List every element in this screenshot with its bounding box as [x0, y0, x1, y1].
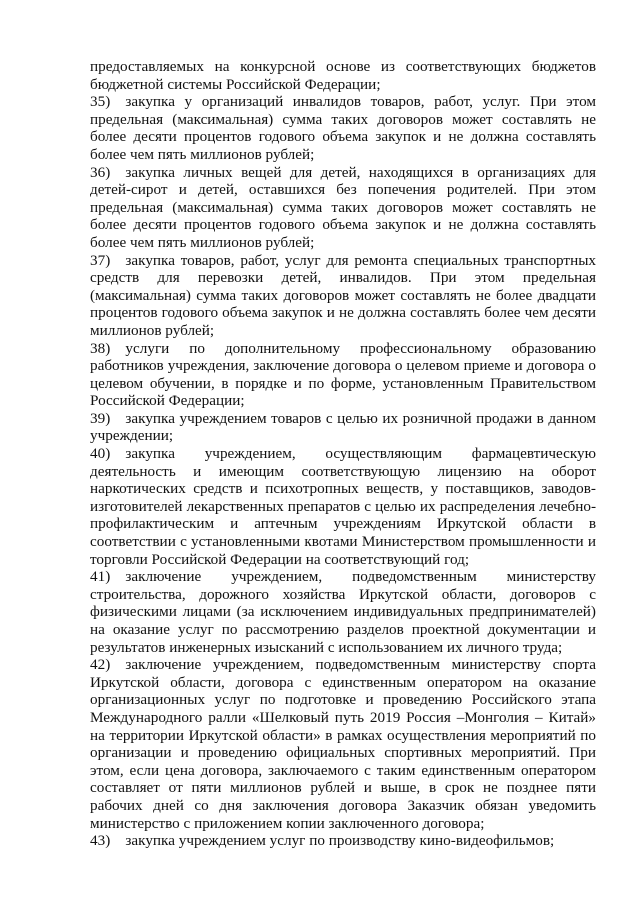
paragraph-item-40: 40) закупка учреждением, осуществляющим фармацевтическую деятельность и имеющим соответствующую лицензию на оборот наркотических средств и психотропных веществ, у поставщиков, заводов-изготовителей лекарственных препаратов с целью их распределения лечебно-профилактическим и аптечным учреждениям Иркутской области в соответствии с установленными квотами Министерством промышленности и торговли Российской Федерации на соответствующий год; [90, 445, 596, 568]
paragraph-item-37: 37) закупка товаров, работ, услуг для ремонта специальных транспортных средств для перевозки детей, инвалидов. При этом предельная (максимальная) сумма таких договоров может составлять не более двадцати процентов годового объема закупок и не должна составлять более чем десяти миллионов рублей; [90, 251, 596, 339]
paragraph-item-38: 38) услуги по дополнительному профессиональному образованию работников учреждения, заключение договора о целевом приеме и договора о целевом обучении, в порядке и по форме, установленным Правительством Российской Федерации; [90, 339, 596, 410]
paragraph-item-39: 39) закупка учреждением товаров с целью их розничной продажи в данном учреждении; [90, 409, 596, 445]
paragraph-item-42: 42) заключение учреждением, подведомственным министерству спорта Иркутской области, договора с единственным оператором на оказание организационных услуг по подготовке и проведению Российского этапа Международного ралли «Шелковый путь 2019 Россия –Монголия – Китай» на территории Иркутской области» в рамках осуществления мероприятий по организации и проведению официальных спортивных мероприятий. При этом, если цена договора, заключаемого с таким единственным оператором составляет от пяти миллионов рублей и выше, в срок не позднее пяти рабочих дней со дня заключения договора Заказчик обязан уведомить министерство с приложением копии заключенного договора; [90, 656, 596, 832]
document-body [90, 58, 596, 850]
paragraph-item-41: 41) заключение учреждением, подведомственным министерству строительства, дорожного хозяйства Иркутской области, договоров с физическими лицами (за исключением индивидуальных предпринимателей) на оказание услуг по рассмотрению разделов проектной документации и результатов инженерных изысканий с использованием их личного труда; [90, 568, 596, 656]
paragraph-item-43: 43) закупка учреждением услуг по производству кино-видеофильмов; [90, 832, 555, 850]
paragraph-item-35: 35) закупка у организаций инвалидов товаров, работ, услуг. При этом предельная (максимальная) сумма таких договоров может составлять не более десяти процентов годового объема закупок и не должна составлять более чем пять миллионов рублей; [90, 93, 596, 163]
paragraph-continuation: предоставляемых на конкурсной основе из соответствующих бюджетов бюджетной системы Российской Федерации; [90, 58, 596, 93]
paragraph-item-36: 36) закупка личных вещей для детей, находящихся в организациях для детей-сирот и детей, оставшихся без попечения родителей. При этом предельная (максимальная) сумма таких договоров может составлять не более десяти процентов годового объема закупок и не должна составлять более чем пять миллионов рублей; [90, 163, 596, 251]
